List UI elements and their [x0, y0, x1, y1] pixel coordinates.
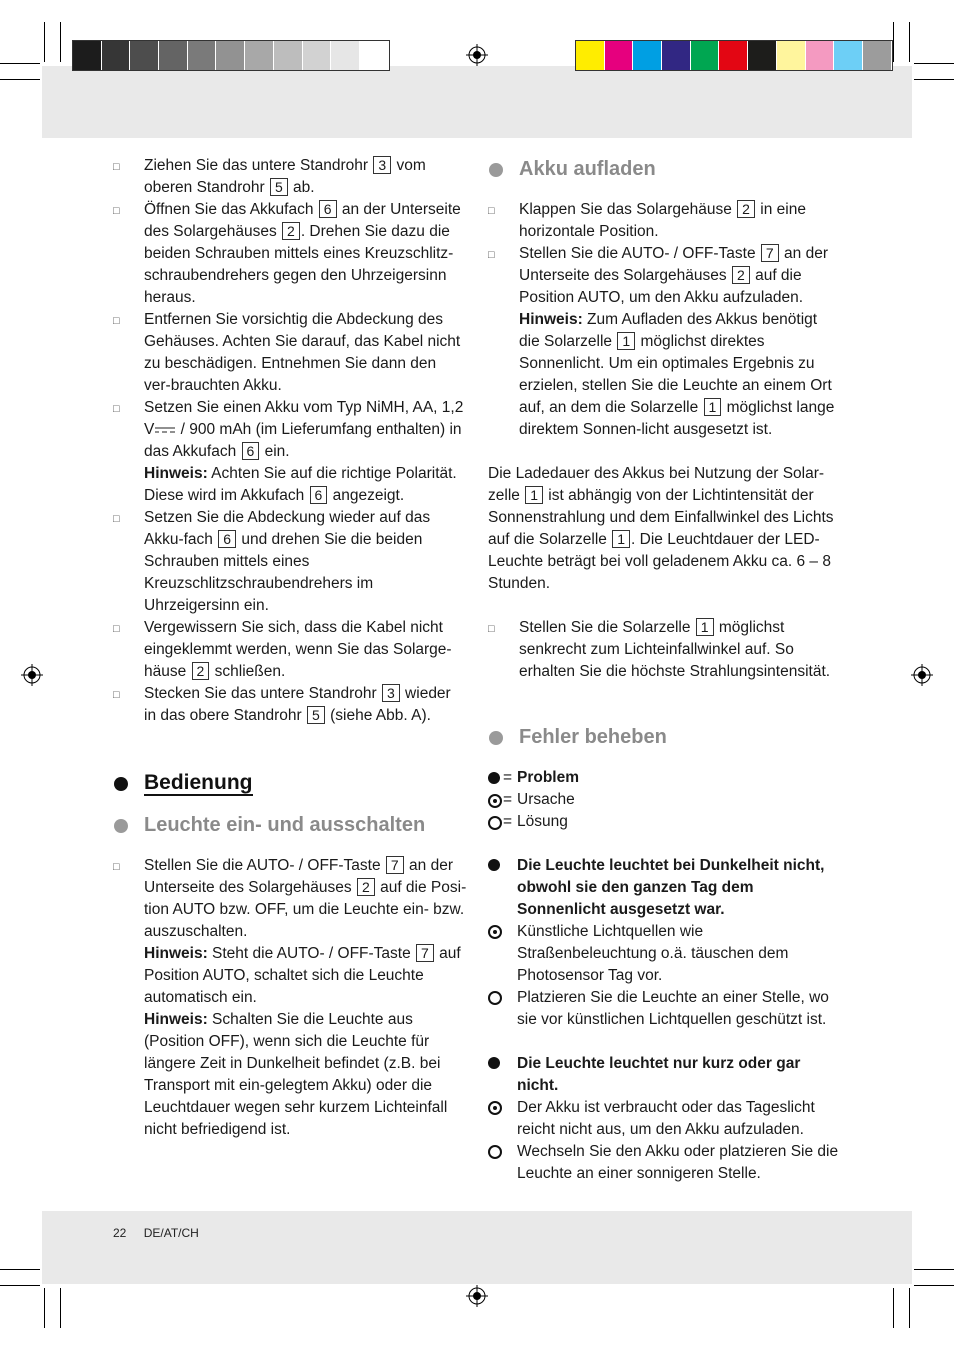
legend-problem: = Problem [488, 767, 842, 789]
part-number-box: 1 [525, 486, 543, 504]
part-number-box: 1 [612, 530, 630, 548]
orientation-steps [488, 617, 842, 683]
gray-color-bar [72, 40, 390, 71]
color-swatch [806, 41, 835, 70]
part-number-box: 2 [732, 266, 750, 284]
list-item: □ Vergewissern Sie sich, dass die Kabel nicht eingeklemmt werden, wenn Sie das Solarge-häuse 2 schließen. [113, 619, 452, 680]
list-item: □ Setzen Sie die Abdeckung wieder auf das Akku-fach 6 und drehen Sie die beiden Schrauben mittels eines Kreuzschlitzschraubendrehers im Uhrzeigersinn ein. [113, 509, 431, 614]
part-number-box: 1 [617, 332, 635, 350]
color-swatch [245, 41, 274, 70]
color-swatch [748, 41, 777, 70]
registration-mark-icon [911, 664, 933, 686]
dc-symbol-icon [154, 421, 176, 438]
trouble-solution: Platzieren Sie die Leuchte an einer Stelle, wo sie vor künstlichen Lichtquellen geschützt ist. [488, 987, 842, 1031]
bottom-band [42, 1211, 912, 1284]
color-swatch [73, 41, 102, 70]
color-swatch [130, 41, 159, 70]
list-item: □ Ziehen Sie das untere Standrohr 3 vom oberen Standrohr 5 ab. [113, 157, 426, 196]
hint-text: Hinweis: Schalten Sie die Leuchte aus (Position OFF), wenn sich die Leuchte für längere Zeit in Dunkelheit befindet (z.B. bei Transport mit ein-gelegtem Akku) oder die Leuchtdauer wegen sehr kurzem Lichteinfall nicht befriedigend ist. [144, 1011, 448, 1138]
color-swatch [159, 41, 188, 70]
part-number-box: 2 [282, 222, 300, 240]
legend-solution: = Lösung [488, 811, 842, 833]
part-number-box: 3 [373, 156, 391, 174]
list-item: □ Stellen Sie die AUTO- / OFF-Taste 7 an der Unterseite des Solargehäuses 2 auf die Posi-tion AUTO bzw. OFF, um die Leuchte ein- bzw. auszuschalten. Hinweis: Steht die AUTO- / OFF-Taste 7 auf Position AUTO, schaltet sich die Leuchte automatisch ein. Hinweis: Schalten Sie die Leuchte aus (Position OFF), wenn sich die Leuchte für längere Zeit in Dunkelheit befindet (z.B. bei Transport mit ein-gelegtem Akku) oder die Leuchtdauer wegen sehr kurzem Lichteinfall nicht befriedigend ist. [113, 855, 467, 1141]
target-circle-icon [488, 1101, 502, 1115]
subsection-heading: Fehler beheben [488, 723, 842, 751]
checkbox-bullet-icon: □ [488, 623, 495, 635]
color-swatch [863, 41, 892, 70]
registration-mark-icon [21, 664, 43, 686]
part-number-box: 6 [319, 200, 337, 218]
open-circle-icon [488, 1145, 502, 1159]
right-column [488, 155, 842, 1185]
part-number-box: 7 [761, 244, 779, 262]
part-number-box: 1 [696, 618, 714, 636]
checkbox-bullet-icon: □ [113, 205, 120, 217]
color-swatch [331, 41, 360, 70]
trouble-problem: Die Leuchte leuchtet nur kurz oder gar nicht. [488, 1053, 842, 1097]
checkbox-bullet-icon: □ [488, 249, 495, 261]
part-number-box: 6 [218, 530, 236, 548]
list-item: □ Stellen Sie die AUTO- / OFF-Taste 7 an der Unterseite des Solargehäuses 2 auf die Position AUTO, um den Akku aufzuladen. Hinweis: Zum Aufladen des Akkus benötigt die Solarzelle 1 möglichst direktes Sonnenlicht. Um ein optimales Ergebnis zu erzielen, stellen Sie die Leuchte an einem Ort auf, an dem die Solarzelle 1 möglichst lange direktem Sonnen-licht ausgesetzt ist. [488, 243, 842, 441]
checkbox-bullet-icon: □ [113, 315, 120, 327]
part-number-box: 1 [704, 398, 722, 416]
trouble-solution: Wechseln Sie den Akku oder platzieren Sie die Leuchte an einer sonnigeren Stelle. [488, 1141, 842, 1185]
color-swatch [834, 41, 863, 70]
part-number-box: 2 [357, 878, 375, 896]
switch-steps [113, 855, 467, 1141]
color-swatch [303, 41, 332, 70]
part-number-box: 6 [242, 442, 260, 460]
trouble-problem: Die Leuchte leuchtet bei Dunkelheit nicht, obwohl sie den ganzen Tag dem Sonnenlicht ausgesetzt war. [488, 855, 842, 921]
list-item: □ Entfernen Sie vorsichtig die Abdeckung des Gehäuses. Achten Sie darauf, das Kabel nicht zu beschädigen. Entnehmen Sie dann den ver-brauchten Akku. [113, 311, 461, 394]
process-color-bar [575, 40, 893, 71]
checkbox-bullet-icon: □ [488, 205, 495, 217]
part-number-box: 6 [310, 486, 328, 504]
subsection-heading: Akku aufladen [488, 155, 842, 183]
legend-cause: = Ursache [488, 789, 842, 811]
hint-text: Hinweis: Achten Sie auf die richtige Polarität. Diese wird im Akkufach 6 angezeigt. [144, 465, 457, 504]
open-circle-icon [488, 991, 502, 1005]
color-swatch [216, 41, 245, 70]
filled-circle-icon [488, 1057, 500, 1069]
left-column [113, 155, 467, 1141]
charging-paragraph: Die Ladedauer des Akkus bei Nutzung der Solar-zelle 1 ist abhängig von der Lichtintensität der Sonnenstrahlung und dem Einfallwinkel des Lichts auf die Solarzelle 1 . Die Leuchtdauer der LED-Leuchte beträgt bei voll geladenem Akku ca. 6 – 8 Stunden. [488, 465, 834, 592]
troubleshooting-list [488, 833, 842, 1185]
checkbox-bullet-icon: □ [113, 623, 120, 635]
part-number-box: 5 [307, 706, 325, 724]
list-item: □ Klappen Sie das Solargehäuse 2 in eine horizontale Position. [488, 201, 806, 240]
section-heading: Bedienung [113, 769, 467, 797]
part-number-box: 7 [416, 944, 434, 962]
legend [488, 767, 842, 833]
filled-circle-icon [488, 859, 500, 871]
target-circle-icon [488, 925, 502, 939]
color-swatch [719, 41, 748, 70]
checkbox-bullet-icon: □ [113, 403, 120, 415]
checkbox-bullet-icon: □ [113, 861, 120, 873]
filled-circle-icon [488, 772, 500, 784]
list-item: □ Öffnen Sie das Akkufach 6 an der Unterseite des Solargehäuses 2 . Drehen Sie dazu die beiden Schrauben mittels eines Kreuzschlitz-schraubendrehers gegen den Uhrzeigersinn heraus. [113, 201, 461, 306]
checkbox-bullet-icon: □ [113, 161, 120, 173]
color-swatch [662, 41, 691, 70]
color-swatch [605, 41, 634, 70]
subsection-heading: Leuchte ein- und ausschalten [113, 811, 467, 839]
hint-text: Hinweis: Zum Aufladen des Akkus benötigt die Solarzelle 1 möglichst direktes Sonnenlicht. Um ein optimales Ergebnis zu erzielen, stellen Sie die Leuchte an einem Ort auf, an dem die Solarzelle 1 möglichst lange direktem Sonnen-licht ausgesetzt ist. [519, 311, 835, 438]
removal-steps [113, 155, 467, 727]
page-footer [113, 1226, 213, 1240]
color-swatch [188, 41, 217, 70]
list-item: □ Setzen Sie einen Akku vom Typ NiMH, AA, 1,2 V / 900 mAh (im Lieferumfang enthalten) in das Akkufach 6 ein. Hinweis: Achten Sie auf die richtige Polarität. Diese wird im Akkufach 6 angezeigt. [113, 397, 467, 507]
color-swatch [274, 41, 303, 70]
registration-mark-icon [466, 1285, 488, 1307]
charging-steps [488, 199, 842, 441]
color-swatch [360, 41, 389, 70]
checkbox-bullet-icon: □ [113, 689, 120, 701]
language-code: DE/AT/CH [143, 1226, 199, 1240]
open-circle-icon [488, 816, 502, 830]
registration-mark-icon [466, 44, 488, 66]
part-number-box: 7 [386, 856, 404, 874]
target-circle-icon [488, 794, 502, 808]
trouble-cause: Der Akku ist verbraucht oder das Tageslicht reicht nicht aus, um den Akku aufzuladen. [488, 1097, 842, 1141]
part-number-box: 3 [382, 684, 400, 702]
color-swatch [691, 41, 720, 70]
checkbox-bullet-icon: □ [113, 513, 120, 525]
trouble-cause: Künstliche Lichtquellen wie Straßenbeleuchtung o.ä. täuschen dem Photosensor Tag vor. [488, 921, 842, 987]
list-item: □ Stellen Sie die Solarzelle 1 möglichst senkrecht zum Lichteinfallwinkel auf. So erhalten Sie die höchste Strahlungsintensität. [488, 619, 831, 680]
page-number: 22 [113, 1226, 127, 1240]
part-number-box: 5 [270, 178, 288, 196]
top-band [42, 66, 912, 138]
part-number-box: 2 [192, 662, 210, 680]
part-number-box: 2 [737, 200, 755, 218]
hint-text: Hinweis: Steht die AUTO- / OFF-Taste 7 auf Position AUTO, schaltet sich die Leuchte automatisch ein. [144, 945, 461, 1006]
color-swatch [102, 41, 131, 70]
list-item: □ Stecken Sie das untere Standrohr 3 wieder in das obere Standrohr 5 (siehe Abb. A). [113, 685, 451, 724]
color-swatch [576, 41, 605, 70]
color-swatch [633, 41, 662, 70]
color-swatch [777, 41, 806, 70]
